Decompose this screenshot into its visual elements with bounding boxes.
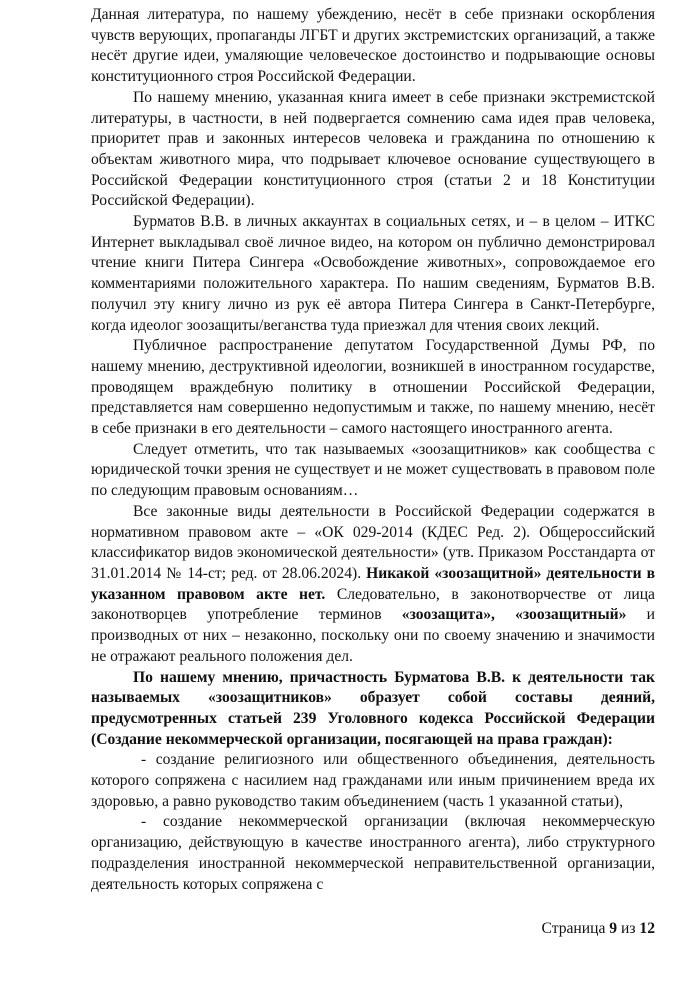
text-run: Публичное распространение депутатом Государственной Думы РФ, по нашему мнению, деструктивной идеологии, возникшей в иностранном государстве, проводящем враждебную политику в отношении Российской Федерации, представляется нам совершенно недопустимым и также, по нашему мнению, несёт в себе признаки в его деятельности – самого настоящего иностранного агента.	[91, 337, 655, 438]
page-number-total: 12	[639, 920, 655, 937]
page-number	[542, 920, 655, 938]
paragraph-1	[91, 5, 655, 88]
paragraph-4	[91, 336, 655, 440]
page-number-prefix: Страница	[541, 920, 610, 937]
text-run: - создание некоммерческой организации (включая некоммерческую организацию, действующую в качестве иностранного агента), либо структурного подразделения иностранной некоммерческой неправительственной организации, деятельность которых сопряжена с	[91, 813, 655, 893]
page-number-current: 9	[609, 920, 618, 937]
paragraph-6	[91, 502, 655, 668]
paragraph-7-bold	[91, 668, 655, 751]
page-number-separator: из	[617, 920, 640, 937]
paragraph-3	[91, 212, 655, 336]
text-run: Следует отметить, что так называемых «зоозащитников» как сообщества с юридической точки зрения не существует и не может существовать в правовом поле по следующим правовым основаниям…	[91, 440, 655, 500]
text-run: и производных от них – незаконно, поскольку они по своему значению и значимости не отражают реального положения дел.	[91, 606, 655, 665]
list-item-2	[91, 812, 655, 895]
text-run: Следовательно, в законотворчестве от лица законотворцев употребление терминов	[91, 585, 655, 624]
list-item-1	[91, 750, 655, 812]
text-run: Бурматов В.В. в личных аккаунтах в социальных сетях, и – в целом – ИТКС Интернет выкладывал своё личное видео, на котором он публично демонстрировал чтение книги Питера Сингера «Освобождение животных», сопровождаемое его комментариями положительного характера. По нашим сведениям, Бурматов В.В. получил эту книгу лично из рук её автора Питера Сингера в Санкт-Петербурге, когда идеолог зоозащиты/веганства туда приезжал для чтения своих лекций.	[91, 213, 655, 334]
paragraph-5	[91, 440, 655, 502]
bold-text-run: «зоозащита», «зоозащитный»	[401, 606, 627, 624]
text-run: Все законные виды деятельности в Российской Федерации содержатся в нормативном правовом акте – «ОК 029-2014 (КДЕС Ред. 2). Общероссийский классификатор видов экономической деятельности» (утв. Приказом Росстандарта от 31.01.2014 № 14-ст; ред. от 28.06.2024).	[91, 502, 655, 582]
text-run: Данная литература, по нашему убеждению, несёт в себе признаки оскорбления чувств верующих, пропаганды ЛГБТ и других экстремистских организаций, а также несёт другие идеи, умаляющие человеческое достоинство и подрывающие основы конституционного строя Российской Федерации.	[91, 6, 655, 86]
bold-text-run: Никакой «зоозащитной» деятельности в указанном правовом акте нет.	[91, 564, 655, 603]
paragraph-2	[91, 88, 655, 212]
text-run: - создание религиозного или общественного объединения, деятельность которого сопряжена с насилием над гражданами или иным причинением вреда их здоровью, а равно руководство таким объединением (часть 1 указанной статьи),	[91, 751, 655, 810]
text-run: По нашему мнению, указанная книга имеет в себе признаки экстремистской литературы, в частности, в ней подвергается сомнению сама идея прав человека, приоритет прав и законных интересов человека и гражданина по отношению к объектам животного мира, что подрывает ключевое основание существующего в Российской Федерации конституционного строя (статьи 2 и 18 Конституции Российской Федерации).	[91, 88, 655, 210]
text-run: По нашему мнению, причастность Бурматова В.В. к деятельности так называемых «зоозащитников» образует собой составы деяний, предусмотренных статьей 239 Уголовного кодекса Российской Федерации (Создание некоммерческой организации, посягающей на права граждан):	[91, 668, 655, 748]
